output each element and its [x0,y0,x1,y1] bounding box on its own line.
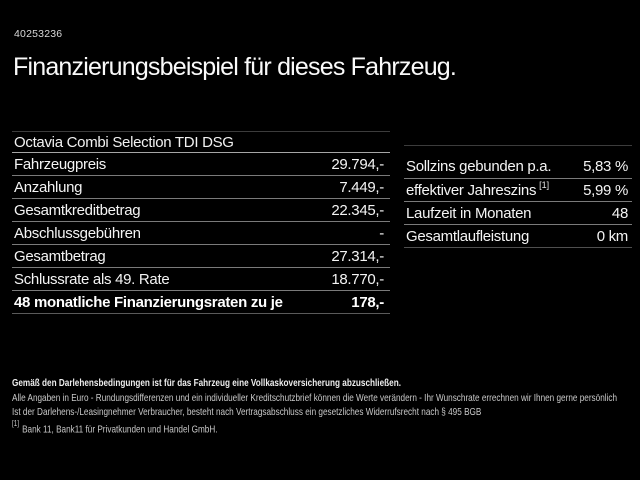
condition-row-label: effektiver Jahreszins [1] [406,180,550,199]
finance-row-total-credit [12,199,390,222]
condition-row-value: 5,83 % [583,158,628,175]
condition-row-label: Sollzins gebunden p.a. [406,158,552,175]
vehicle-id: 40253236 [14,28,63,40]
finance-row-final-rate [12,268,390,291]
vehicle-model-header: Octavia Combi Selection TDI DSG [12,132,390,153]
finance-row-label: Anzahlung [14,178,83,196]
finance-row-value: 27.314,- [331,247,384,265]
finance-row-label: 48 monatliche Finanzierungsraten zu je [14,293,283,311]
condition-row-label: Laufzeit in Monaten [406,205,532,222]
condition-row-value: 5,99 % [583,181,628,199]
finance-row-closing-fees [12,222,390,245]
finance-row-value: 18.770,- [331,270,384,288]
condition-row-borrowing-rate [404,146,632,179]
finance-row-value: 7.449,- [339,178,384,196]
condition-row-total-mileage [404,225,632,248]
condition-row-value: 0 km [596,227,628,245]
finance-row-label: Fahrzeugpreis [14,155,106,173]
footnote [12,420,218,436]
finance-row-value: - [379,224,384,242]
condition-row-value: 48 [611,204,628,222]
finance-row-total-amount [12,245,390,268]
finance-row-value: 22.345,- [331,201,384,219]
condition-row-effective-rate [404,179,632,202]
finance-row-label: Abschlussgebühren [14,224,141,242]
finance-row-label: Gesamtkreditbetrag [14,201,141,219]
finance-table [12,131,390,314]
disclaimer-line-2: Ist der Darlehens-/Leasingnehmer Verbraucher, besteht nach Vertragsabschluss ein gesetzliches Widerrufsrecht nach § 495 BGB [12,406,482,418]
conditions-table [404,145,632,248]
finance-row-value: 29.794,- [331,155,384,173]
page-title: Finanzierungsbeispiel für dieses Fahrzeug. [13,53,457,81]
finance-row-label: Schlussrate als 49. Rate [14,270,170,288]
finance-row-label: Gesamtbetrag [14,247,106,265]
insurance-note: Gemäß den Darlehensbedingungen ist für das Fahrzeug eine Vollkaskoversicherung abzuschließen. [12,377,401,389]
footnote-ref: [1] [539,180,550,190]
condition-row-label: Gesamtlaufleistung [406,228,530,245]
footnote-text: Bank 11, Bank11 für Privatkunden und Handel GmbH. [22,423,218,436]
finance-row-vehicle-price [12,153,390,176]
footnote-marker: [1] [12,419,19,428]
finance-row-value: 178,- [351,293,384,311]
disclaimer-line-1: Alle Angaben in Euro - Rundungsdifferenzen und ein individueller Kreditschutzbrief können die Werte verändern - Ihr Wunschrate errechnen wir Ihnen gerne persönlich [12,392,618,404]
finance-row-down-payment [12,176,390,199]
condition-row-term-months [404,202,632,225]
finance-row-monthly-rate [12,291,390,314]
